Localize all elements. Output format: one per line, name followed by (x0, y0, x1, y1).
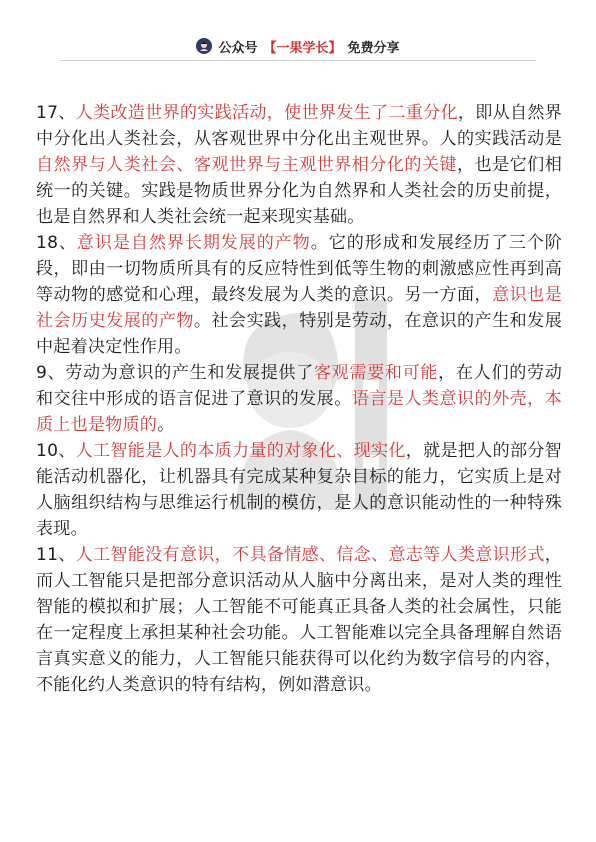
paragraph-item (36, 230, 562, 360)
body-text: 。社会实践，特别是劳动，在意识的产生和发展中起着决定性作用。 (36, 311, 562, 357)
paragraph-item (36, 542, 562, 698)
body-text: 11、 (36, 545, 76, 565)
body-text: ，就是把人的部分智能活动机器化，让机器具有完成某种复杂目标的能力，它实质上是对人脑组织结构与思维运行机制的模仿，是人的意识能动性的一种特殊表现。 (36, 441, 562, 539)
highlighted-text: 意识也是社会历史发展的产物 (36, 285, 562, 331)
highlighted-text: 意识是自然界长期发展的产物 (76, 233, 311, 253)
body-text: 。 (157, 415, 175, 435)
body-text: ，在人们的劳动和交往中形成的语言促进了意识的发展。 (36, 363, 562, 409)
header-divider (60, 60, 536, 61)
body-text: ，而人工智能只是把部分意识活动从人脑中分离出来，是对人类的理性智能的模拟和扩展；人工智能不可能真正具备人类的社会属性，只能在一定程度上承担某种社会功能。人工智能难以完全具备理解自然语言真实意义的能力，人工智能只能获得可以化约为数字信号的内容，不能化约人类意识的特有结构，例如潜意识。 (36, 545, 562, 695)
highlighted-text: 语言是人类意识的外壳，本质上也是物质的 (36, 389, 562, 435)
body-text: 10、 (36, 441, 76, 461)
body-text: 9、劳动为意识的产生和发展提供了 (36, 363, 314, 383)
highlighted-text: 人工智能没有意识，不具备情感、信念、意志等人类意识形式 (75, 545, 545, 565)
highlighted-text: 人类改造世界的实践活动，使世界发生了二重分化 (75, 103, 458, 123)
header-prefix: 公众号 (218, 40, 258, 56)
document-body (36, 100, 562, 698)
page-header (0, 34, 596, 58)
header-suffix: 免费分享 (347, 40, 400, 56)
header-brand: 【一果学长】 (263, 40, 342, 56)
paragraph-item (36, 438, 562, 542)
body-text: 18、 (36, 233, 77, 253)
highlighted-text: 自然界与人类社会、客观世界与主观世界相分化的关键 (36, 155, 457, 175)
highlighted-text: 人工智能是人的本质力量的对象化、现实化 (75, 441, 406, 461)
paragraph-item (36, 100, 562, 230)
paragraph-item (36, 360, 562, 438)
highlighted-text: 客观需要和可能 (313, 363, 439, 383)
avatar-logo-icon (196, 38, 212, 54)
body-text: 17、 (36, 103, 76, 123)
body-text: 。它的形成和发展经历了三个阶段，即由一切物质所具有的反应特性到低等生物的刺激感应性再到高等动物的感觉和心理，最终发展为人类的意识。另一方面， (36, 233, 562, 305)
body-text: ，即从自然界中分化出人类社会，从客观世界中分化出主观世界。人的实践活动是 (36, 103, 562, 149)
body-text: ，也是它们相统一的关键。实践是物质世界分化为自然界和人类社会的历史前提，也是自然界和人类社会统一起来现实基础。 (36, 155, 562, 227)
